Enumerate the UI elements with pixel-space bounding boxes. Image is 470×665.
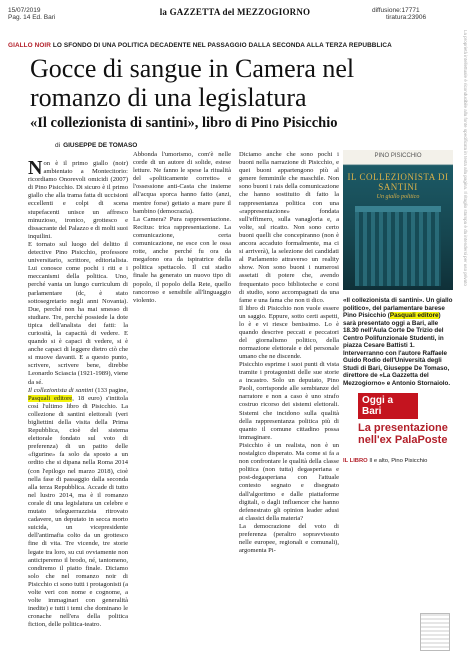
page-thumbnail: [420, 613, 450, 651]
kicker-text: LO SFONDO DI UNA POLITICA DECADENTE NEL PASSAGGIO DALLA SECONDA ALLA TERZA REPUBBLICA: [52, 42, 392, 49]
headline: Gocce di sangue in Camera nel romanzo di una legislatura: [30, 54, 355, 112]
drop-cap: N: [28, 160, 43, 179]
book-cover-subtitle: Un giallo politico: [376, 194, 420, 200]
photo-caption: [343, 297, 453, 387]
caption-text: ) sarà presentato oggi a Bari, alle 18.30 nell'Aula Corte De Trizio del Centro Polifunzionale Studenti, in piazza Cesare Battisti 1. Interverranno con l'autore Raffaele Guido Rodio dell'Università degli Studi di Bari, Giuseppe De Tomaso, direttore de «La Gazzetta del Mezzogiorno» e Antonio Stornaiolo.: [343, 312, 451, 387]
paragraph: Diciamo anche che sono pochi i buoni nella narrazione di Pisicchio, e quei buoni appartengono più al genere femminile che maschile. Non sono buoni i rais della comunicazione che hanno sostituito di fatto la rappresentanza politica con una «rappresentazione» fondata sull'effimero, sulla vanagloria e, a volte, sul ricatto. Non sono certo buoni quelli che concepiranno (non è ancora accaduto formalmente, ma ci si arriverà), la selezione dei candidati al Parlamento attraverso un reality show. Non sono buoni i numerosi assetati di potere che, avendo frequentato poco biblioteche e corsi di studio, sono accompagnati da una fame e una fama che non ti dico.: [239, 151, 339, 304]
paragraph: Pisicchio è un realista, non è un nostalgico disperato. Ma come si fa a non confrontare le qualità della classe politica (non tutta) degasperiana e post-degasperiana con l'attuale contesto segnato e disegnato dall'algoritmo e dalle piattaforme digitali, o dagli influencer che hanno defenestrato gli opinion leader adusi ai classici della materia?: [239, 441, 339, 522]
article-column-2: [133, 151, 231, 640]
photo-credit: [343, 458, 455, 464]
event-title: La presentazione nell'ex PalaPoste: [358, 422, 448, 446]
article-column-2-top: [239, 151, 339, 359]
article-column-1: [28, 160, 128, 640]
article-kicker: [8, 42, 448, 49]
paragraph-text: (133 pagine,: [93, 386, 128, 394]
book-cover-photo: [343, 150, 453, 290]
paragraph: E tornato sul luogo del delitto il detective Pino Pisicchio, professore universitario, scrittore, editorialista. Lui conosce come pochi i riti e i meccanismi della politica. Uno, perché vanta un lungo curriculum di parlamentare (dc, è stato sottosegretario negli anni Novanta). Due, perché non ha mai smesso di studiare. Tre, perché possiede la dote tipica dell'analista dei fatti: la curiosità, la capacità di vedere. E quando si è capaci di vedere, si è anche capaci di leggere dietro ciò che si muove davanti. E a questo punto, scrivere, scrivere bene, direbbe Leonardo Sciascia (1921-1989), viene da sé.: [28, 240, 128, 386]
paragraph-text: on è il primo giallo (noir) ambientato a Montecitorio: ricordiamo Onorevoli omicidi (2007) di Pino Pisicchio. Di sicuro è il primo giallo che alla trama fatta di uccisioni eccellenti e colpi di scena stupefacenti unisce un affresco minuzioso, ironico, grottesco e dissacrante del Palazzo e di molti suoi inquilini.: [28, 160, 128, 240]
copyright-notice: La proprietà intellettuale è riconducibile alla fonte specificata in testa alla pagina. Il ritaglio stampa è da intendersi per uso privato: [463, 30, 468, 286]
paragraph: [28, 160, 128, 241]
paragraph: [28, 387, 128, 630]
byline-mark: di: [55, 142, 61, 149]
print-run: tiratura:23906: [386, 14, 427, 21]
event-box: [358, 393, 454, 445]
kicker-label: GIALLO NOIR: [8, 42, 51, 49]
subheadline: «Il collezionista di santini», libro di Pino Pisicchio: [30, 115, 338, 131]
article-column-3: [239, 361, 339, 640]
paragraph: La Camera? Pura rappresentazione. Recitus: trica rappresentazione. La comunicazione, certa comunicazione, ne esce con le ossa rotte, anche perché fu ora da megafono ora da ispiratrice della politica spettacolo. Il cui stadio finale ha generato un nuovo tipo di popolo, il popolo della Rete, quello rancoroso e sensibile all'linguaggio violento.: [133, 215, 231, 304]
event-label: Oggi a Bari: [358, 393, 418, 419]
clip-page: Pag. 14 Ed. Bari: [8, 14, 56, 21]
book-cover-title: IL COLLEZIONISTA DI SANTINI: [347, 172, 449, 192]
byline-author: GIUSEPPE DE TOMASO: [63, 142, 138, 149]
photo-credit-label: IL LIBRO: [343, 458, 368, 464]
clip-date: 15/07/2019: [8, 7, 41, 14]
book-cover-author: PINO PISICCHIO: [374, 153, 422, 159]
caption-text: «Il collezionista di santini». Un giallo politico», del parlamentare barese Pino Pisicchio (: [343, 297, 453, 319]
circulation: diffusione:17771: [372, 7, 420, 14]
publisher-highlight: Pasquali editore: [28, 394, 73, 402]
paragraph: Pisicchio esprime i suoi punti di vista tramite i protagonisti delle sue storie a incastro. Solo un deputato, Pino Paoli, corrisponde alle sembianze del narratore e non a caso è uno strafo costruo ricorso dei sistemi elettorali. Sistemi che incidono sulla qualità della rappresentanza politica più di quanto il comune cittadino possa immaginare.: [239, 361, 339, 441]
byline: [55, 142, 137, 149]
photo-credit-text: Il e alto, Pino Pisicchio: [369, 458, 428, 464]
parliament-hall-illustration: [355, 206, 441, 286]
newspaper-masthead: la GAZZETTA del MEZZOGIORNO: [159, 7, 311, 17]
paragraph: Abbonda l'umorismo, com'è nelle corde di un autore di solide, estese letture. Ne fanno le spese la ritualità del «politicamente corretto» e l'ossessione anti-Casta che insieme all'acqua sporca hanno fatto (anzi, mentre forse) gettato a mare pure il bambino (democrazia).: [133, 151, 231, 215]
book-title-inline: Il collezionista di santini: [28, 386, 94, 394]
paragraph: La democrazione del voto di preferenza (peraltro sopravvissuto nelle europee, regionali e comunali), argomenta Pi-: [239, 522, 339, 555]
paragraph: Il libro di Pisicchio non vuole essere un saggio. Eppure, sotto certi aspetti, lo è e vi riesce benissimo. Lo è quando descrive peccati e peccatori del giornalismo politico, della normazione elettorale e del personale umano che ne discende.: [239, 304, 339, 359]
caption-publisher-highlight: Pasquali editore: [389, 312, 439, 319]
paragraph-text: , 18 euro) s'intitola così l'ultimo libro di Pisicchio. La collezione di santini elettorali (veri bigliettini della visita della Prima Repubblica, cioè del sistema elettorale fondato sul voto di preferenza) di un patito delle «figurine» fa solo da sposto a un ordito che si dipana nella Roma 2014 (con l'epilogo nel marzo 2018), cioè nella fase di passaggio dalla seconda alla terza Repubblica. Accade di tutto nel lustro 2014, ma è il romanzo corale di una legislatura un celebre e mutato teleguerrazzista ritrovato cadavere, un deputato in secca morto suicida, un vicepresidente dell'antimafia colto da un grottesco fine di vita. Tre vicende, tre storie legate tra loro, su cui ovviamente non anticiperemo il brodo, né, tantomeno, condiremo il piatto finale. Diciamo solo che nel romanzo noir di Pisicchio ci sono tutti i protagonisti (a volte veri con nome e cognome, a volte immaginari con generalità inedite) e tutti i temi che dominano le cronache nell'era della politica fiction, delle politica-teatro.: [28, 394, 128, 629]
